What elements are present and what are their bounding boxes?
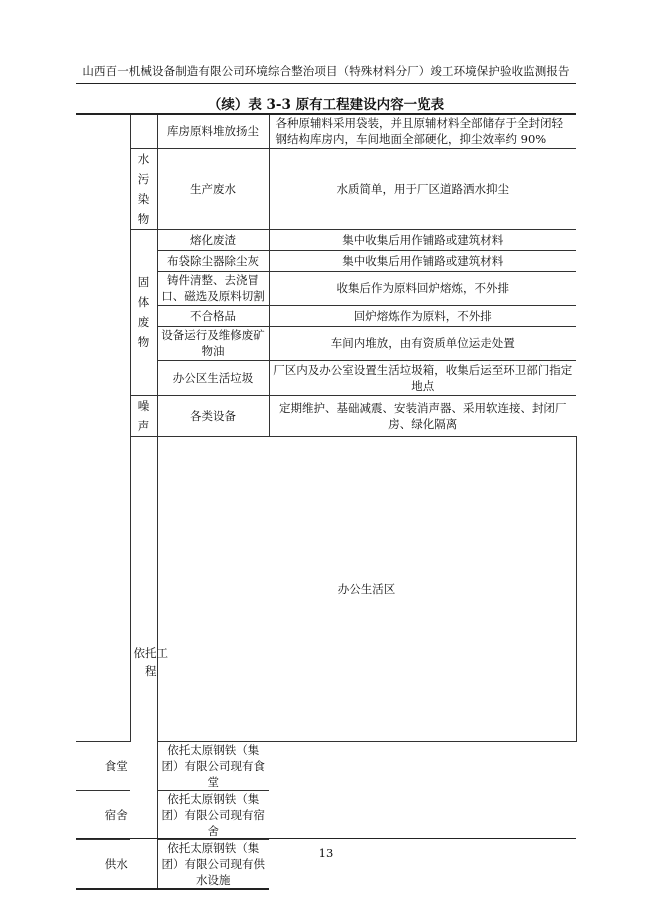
desc-cell: 回炉熔炼作为原料，不外排 [269, 305, 576, 326]
project-content-table [76, 113, 576, 890]
desc-cell: 依托太原钢铁（集团）有限公司现有宿舍 [157, 790, 269, 839]
item-cell: 熔化废渣 [157, 229, 269, 250]
item-cell: 布袋除尘器除尘灰 [157, 250, 269, 271]
item-cell: 生产废水 [157, 148, 269, 229]
desc-cell: 收集后作为原料回炉熔炼，不外排 [269, 271, 576, 305]
group-cell-solid: 固体废物 [130, 229, 157, 395]
desc-cell: 集中收集后用作铺路或建筑材料 [269, 250, 576, 271]
table-row [76, 148, 576, 229]
table-caption: （续）表 3-3 原有工程建设内容一览表 [207, 97, 445, 113]
item-cell: 供水 [76, 839, 157, 889]
item-cell: 设备运行及维修废矿物油 [157, 326, 269, 360]
desc-cell: 各种原辅料采用袋装，并且原辅材料全部储存于全封闭轻钢结构库房内，车间地面全部硬化，抑尘效率约 90% [269, 114, 576, 148]
header-divider [76, 83, 576, 84]
category-cell-depend: 依托工程 [130, 436, 157, 889]
group-cell-air [130, 114, 157, 148]
desc-cell: 依托太原钢铁（集团）有限公司现有供水设施 [157, 839, 269, 889]
table-row [76, 395, 576, 436]
table-row [76, 790, 576, 839]
desc-cell: 依托太原钢铁（集团）有限公司现有食堂 [157, 741, 269, 790]
desc-cell: 车间内堆放，由有资质单位运走处置 [269, 326, 576, 360]
desc-cell: 集中收集后用作铺路或建筑材料 [269, 229, 576, 250]
item-cell: 办公区生活垃圾 [157, 360, 269, 395]
footer-divider [76, 838, 576, 839]
report-header: 山西百一机械设备制造有限公司环境综合整治项目（特殊材料分厂）竣工环境保护验收监测报告 [82, 64, 570, 78]
table-row [76, 114, 576, 148]
category-cell-environmental [76, 114, 130, 741]
page-number: 13 [318, 846, 334, 860]
group-cell-water: 水污染物 [130, 148, 157, 229]
table-row [76, 436, 576, 741]
item-cell: 食堂 [76, 741, 157, 790]
desc-cell: 水质简单，用于厂区道路洒水抑尘 [269, 148, 576, 229]
group-cell-noise: 噪声 [130, 395, 157, 436]
item-cell: 铸件清整、去浇冒口、磁选及原料切割 [157, 271, 269, 305]
table-row [76, 229, 576, 250]
desc-cell: 厂区内及办公室设置生活垃圾箱，收集后运至环卫部门指定地点 [269, 360, 576, 395]
table-row [76, 741, 576, 790]
item-cell: 各类设备 [157, 395, 269, 436]
desc-cell: 定期维护、基础减震、安装消声器、采用软连接、封闭厂房、绿化隔离 [269, 395, 576, 436]
item-cell: 库房原料堆放扬尘 [157, 114, 269, 148]
item-cell: 宿舍 [76, 790, 157, 839]
item-cell: 不合格品 [157, 305, 269, 326]
item-cell: 办公生活区 [157, 436, 576, 741]
